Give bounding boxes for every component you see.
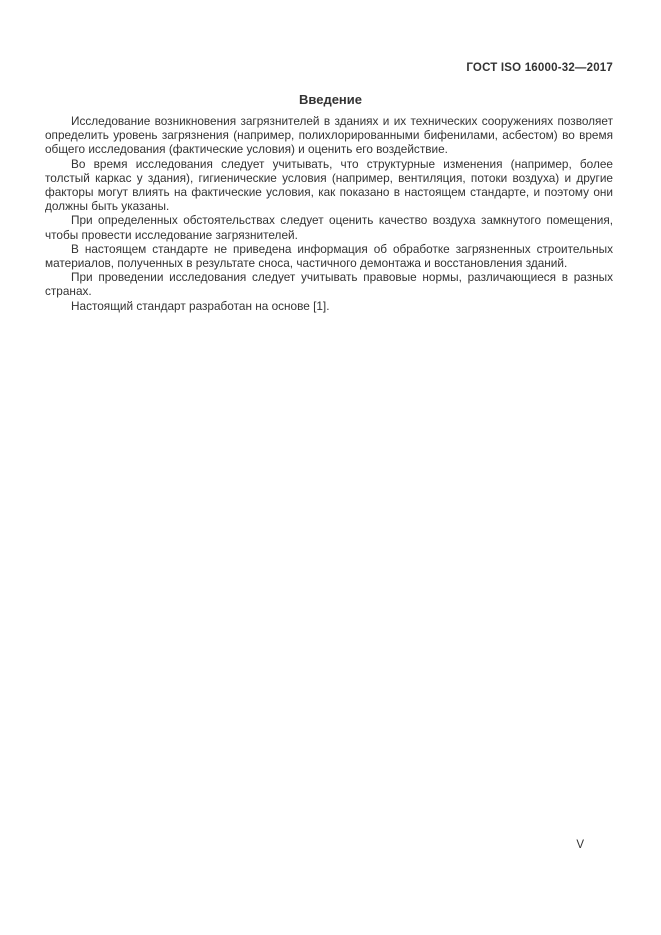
paragraph: Настоящий стандарт разработан на основе [1].: [71, 298, 330, 313]
page-number: V: [576, 839, 584, 851]
paragraph: При определенных обстоятельствах следует оценить качество воздуха замкнутого помещения, чтобы провести исследование загрязнителей.: [45, 213, 613, 242]
document-code-header: ГОСТ ISO 16000-32—2017: [466, 62, 613, 74]
paragraph: Исследование возникновения загрязнителей в зданиях и их технических сооружениях позволяет определить уровень загрязнения (например, полихлорированными бифенилами, асбестом) во время общего исследования (фактические условия) и оценить его воздействие.: [45, 114, 613, 157]
paragraph: При проведении исследования следует учитывать правовые нормы, различающиеся в разных странах.: [45, 270, 613, 299]
paragraph: В настоящем стандарте не приведена информация об обработке загрязненных строительных материалов, полученных в результате сноса, частичного демонтажа и восстановления зданий.: [45, 241, 613, 271]
paragraph: Во время исследования следует учитывать, что структурные изменения (например, более толстый каркас у здания), гигиенические условия (например, вентиляция, потоки воздуха) и другие факторы могут влиять на фактические условия, как показано в настоящем стандарте, и поэтому они должны быть указаны.: [45, 156, 613, 214]
section-title: Введение: [299, 92, 362, 107]
body-text-block: [45, 114, 613, 313]
